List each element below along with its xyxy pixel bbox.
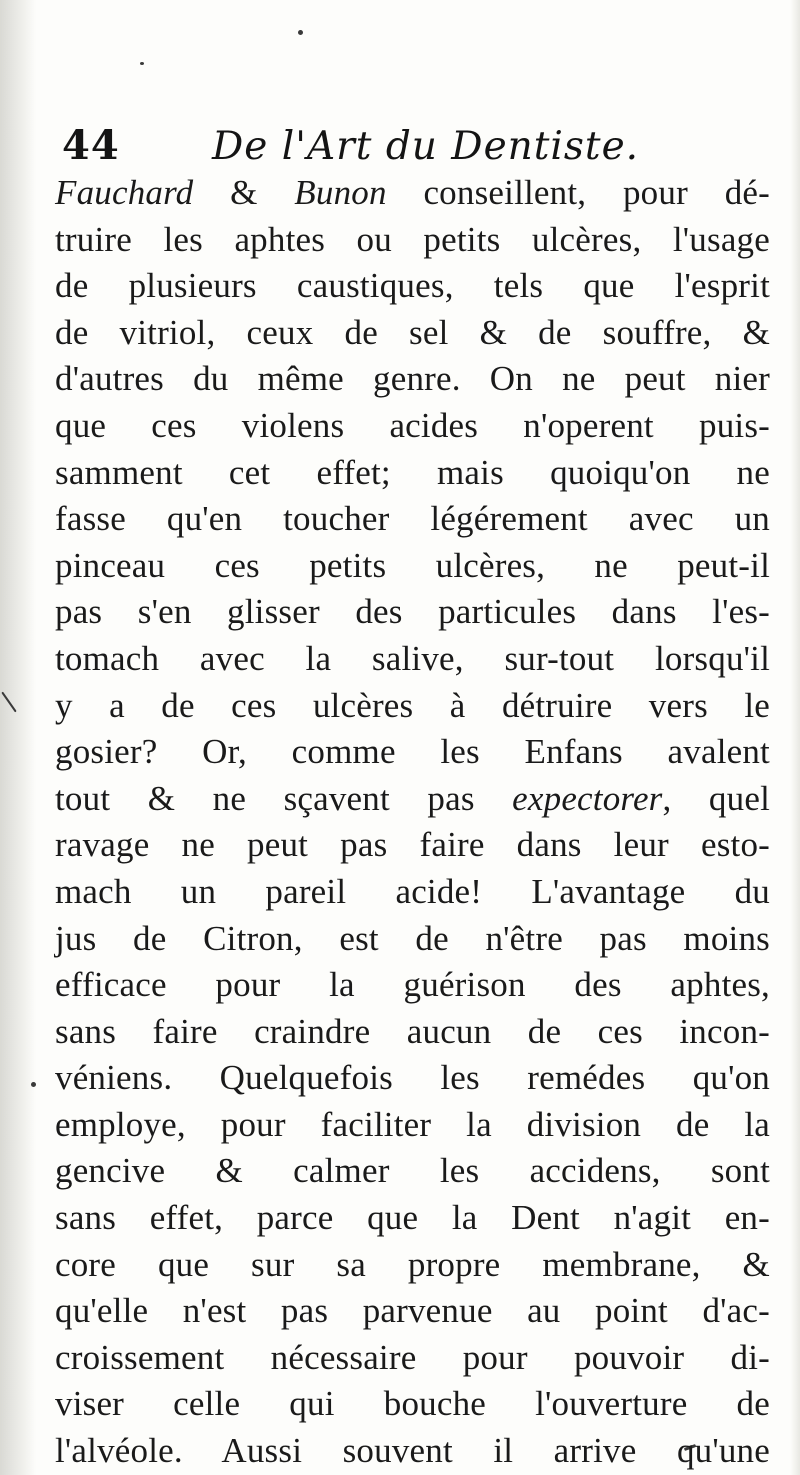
gutter-shadow bbox=[0, 0, 36, 1475]
author-names-italic: Fauchard bbox=[55, 173, 194, 212]
body-text bbox=[55, 170, 770, 1475]
ink-speck bbox=[140, 62, 144, 65]
text-line: gosier? Or, comme les Enfans avalent bbox=[55, 732, 770, 772]
text-line: sans effet, parce que la Dent n'agit en- bbox=[55, 1198, 770, 1238]
text-line: sans faire craindre aucun de ces incon- bbox=[55, 1011, 770, 1051]
text-line: pas s'en glisser des particules dans l'es- bbox=[55, 592, 770, 632]
text-line: employe, pour faciliter la division de la bbox=[55, 1104, 770, 1144]
text-line: gencive & calmer les accidens, sont bbox=[55, 1151, 770, 1191]
text-line: truire les aphtes ou petits ulcères, l'usage bbox=[55, 219, 770, 259]
text-line: véniens. Quelquefois les remédes qu'on bbox=[55, 1058, 770, 1098]
text-line: viser celle qui bouche l'ouverture de bbox=[55, 1384, 770, 1424]
text-line: l'alvéole. Aussi souvent il arrive qu'une bbox=[55, 1431, 770, 1471]
page-number: 44 bbox=[62, 122, 120, 169]
text-line: de plusieurs caustiques, tels que l'esprit bbox=[55, 266, 770, 306]
text-line: efficace pour la guérison des aphtes, bbox=[55, 965, 770, 1005]
text-line: croissement nécessaire pour pouvoir di- bbox=[55, 1337, 770, 1377]
text-line: Fauchard & Bunon conseillent, pour dé- bbox=[55, 173, 770, 212]
text-line: tomach avec la salive, sur-tout lorsqu'il bbox=[55, 638, 770, 678]
text-line: core que sur sa propre membrane, & bbox=[55, 1244, 770, 1284]
italic-term: expectorer bbox=[512, 778, 663, 818]
text-line: y a de ces ulcères à détruire vers le bbox=[55, 685, 770, 725]
text-line: mach un pareil acide! L'avantage du bbox=[55, 871, 770, 911]
text-line: que ces violens acides n'operent puis- bbox=[55, 405, 770, 445]
ink-speck bbox=[298, 30, 303, 35]
text-line: fasse qu'en toucher légérement avec un bbox=[55, 499, 770, 539]
text-line: samment cet effet; mais quoiqu'on ne bbox=[55, 452, 770, 492]
text-line: jus de Citron, est de n'être pas moins bbox=[55, 918, 770, 958]
ink-speck bbox=[31, 1082, 36, 1087]
text-line: qu'elle n'est pas parvenue au point d'ac- bbox=[55, 1291, 770, 1331]
running-title: De l'Art du Dentiste. bbox=[212, 124, 640, 169]
page-edge bbox=[790, 0, 800, 1475]
text-line: pinceau ces petits ulcères, ne peut-il bbox=[55, 545, 770, 585]
text-line: tout & ne sçavent pas expectorer, quel bbox=[55, 778, 770, 818]
text-line: ravage ne peut pas faire dans leur esto- bbox=[55, 825, 770, 865]
text-line: d'autres du même genre. On ne peut nier bbox=[55, 359, 770, 399]
text-line: de vitriol, ceux de sel & de souffre, & bbox=[55, 312, 770, 352]
author-names-italic: Bunon bbox=[294, 173, 387, 212]
